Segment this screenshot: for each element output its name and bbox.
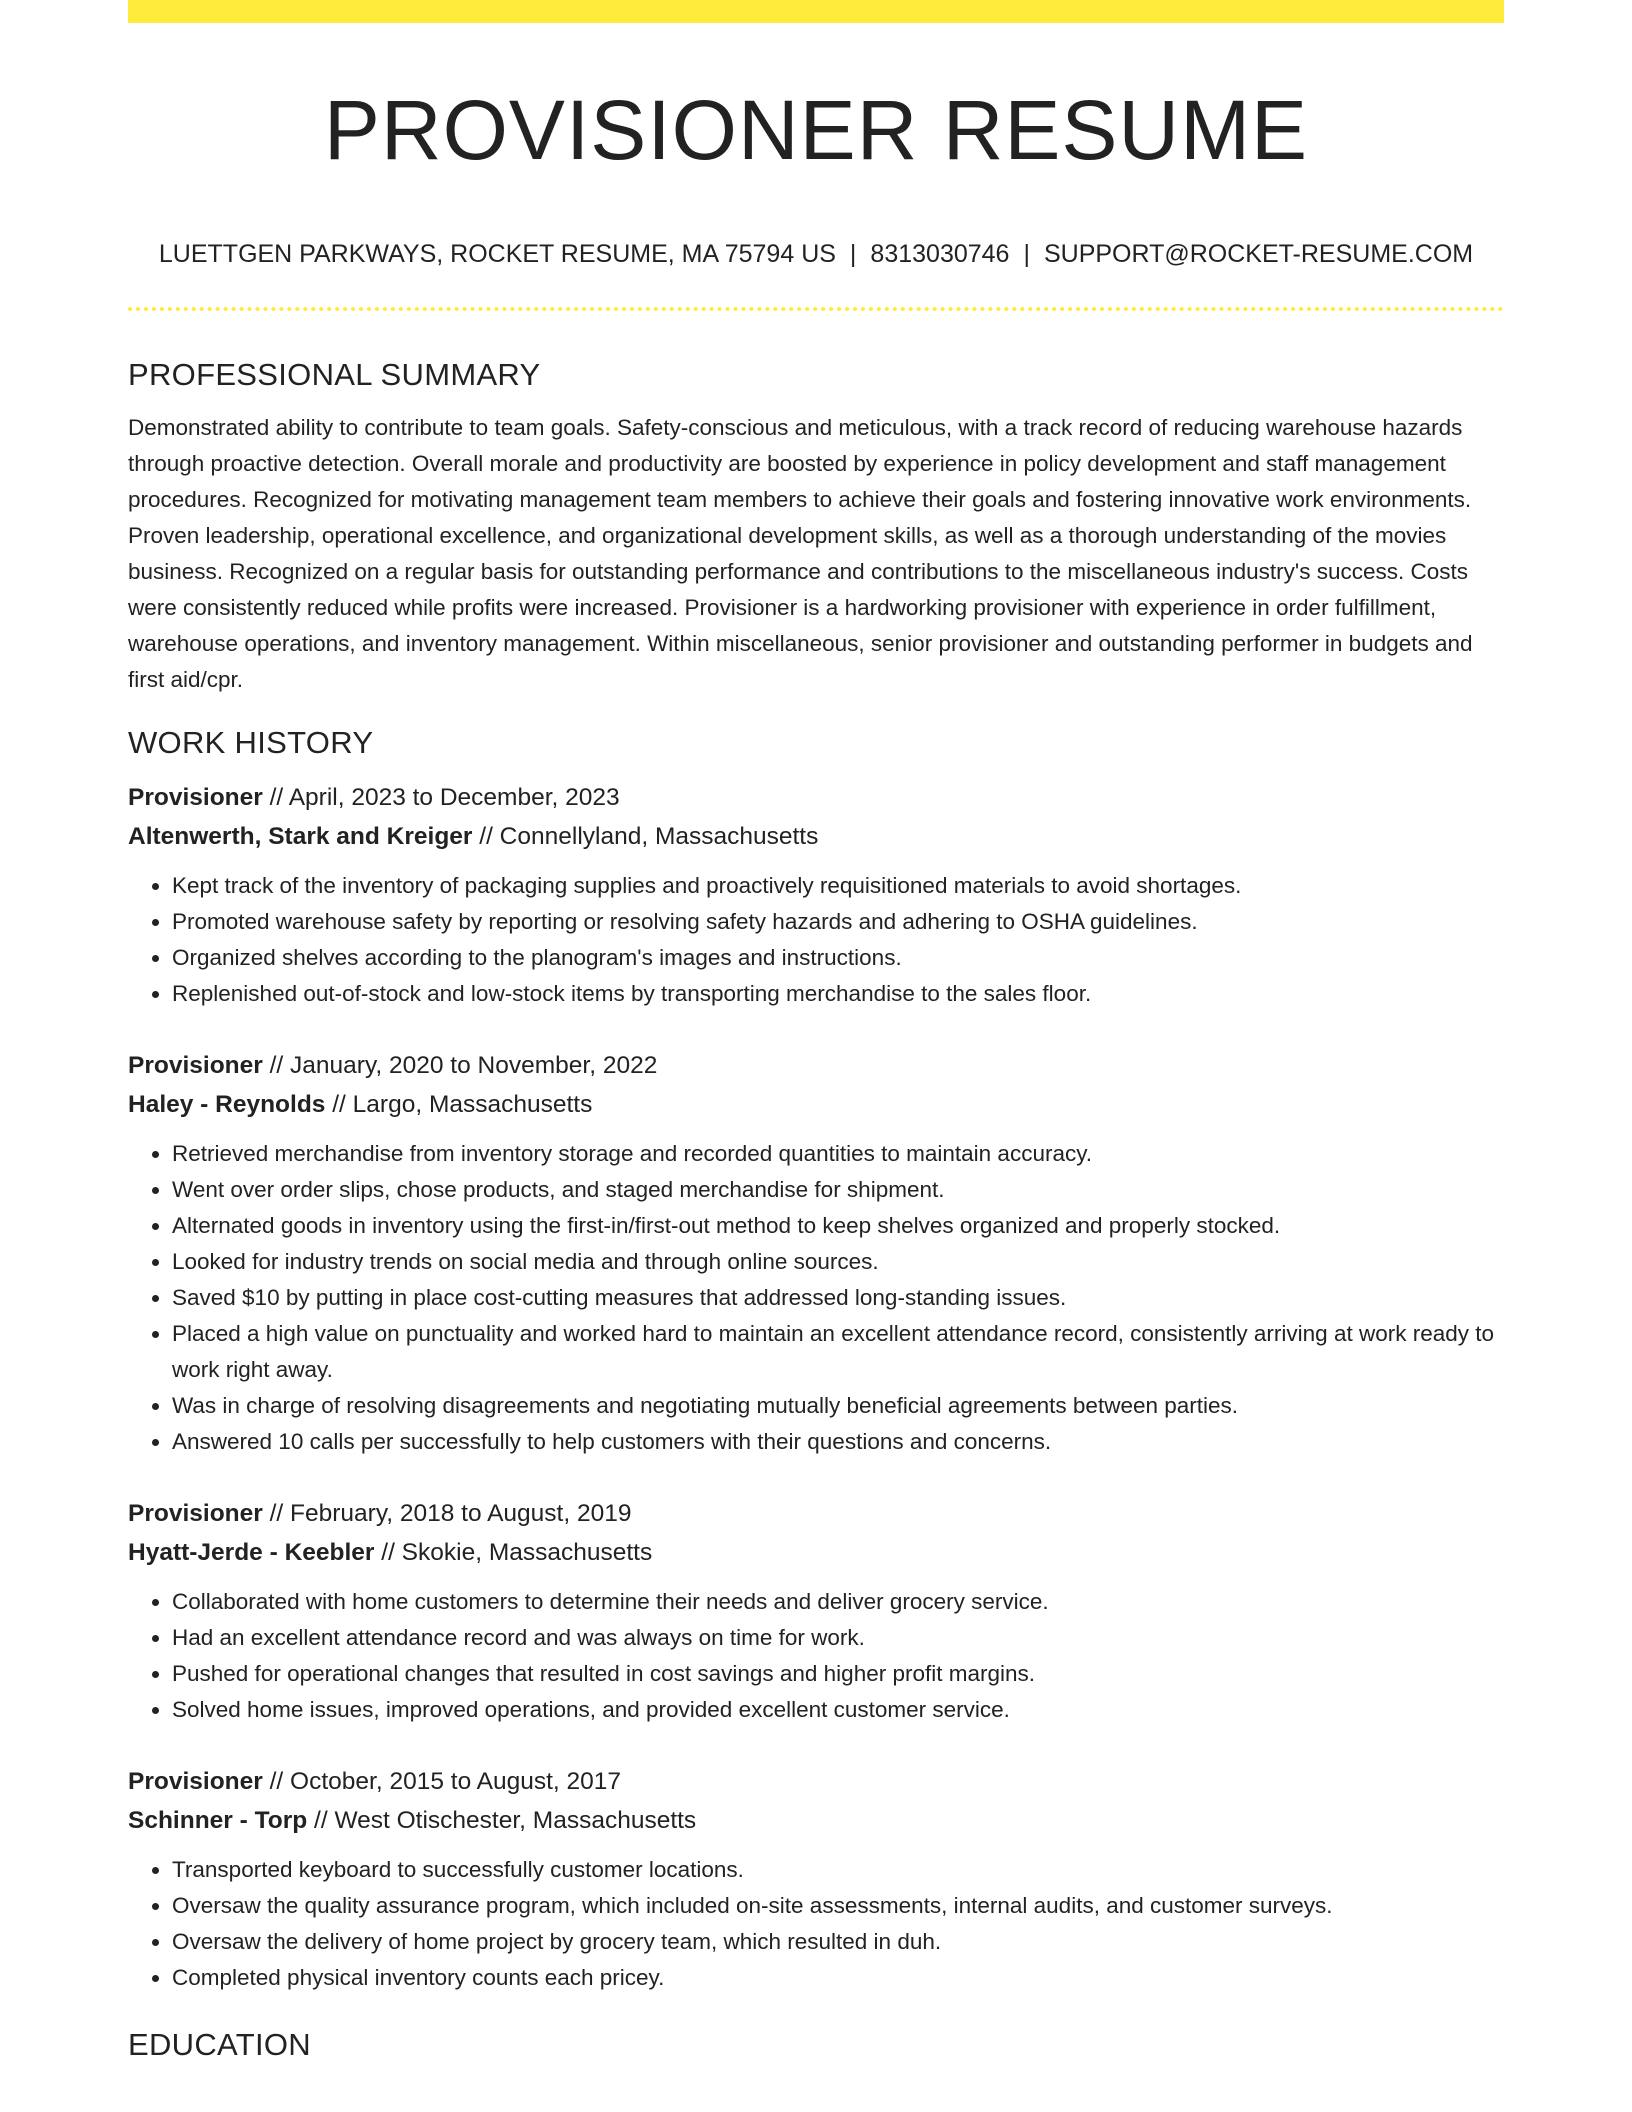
list-item: • Solved home issues, improved operations, and provided excellent customer service. (172, 1692, 1504, 1728)
job-title-line (128, 1046, 1504, 1085)
job-company-line (128, 1085, 1504, 1124)
job-bullets (128, 1584, 1504, 1728)
accent-top-bar (128, 0, 1504, 23)
job-dates: // April, 2023 to December, 2023 (262, 784, 620, 811)
dotted-divider (128, 307, 1504, 311)
job-title: Provisioner (128, 784, 263, 811)
job-entry (128, 778, 1504, 1012)
job-title-line (128, 1762, 1504, 1801)
section-heading: EDUCATION (128, 2027, 311, 2062)
job-entry (128, 1046, 1504, 1460)
list-item: • Replenished out-of-stock and low-stock items by transporting merchandise to the sales floor. (172, 976, 1504, 1012)
job-entry (128, 1494, 1504, 1728)
job-title: Provisioner (128, 1052, 263, 1079)
work-history-section (128, 722, 1504, 1996)
job-company: Altenwerth, Stark and Kreiger (128, 823, 473, 850)
page-title: PROVISIONER RESUME (323, 83, 1309, 177)
contact-address: LUETTGEN PARKWAYS, ROCKET RESUME, MA 75794 US (158, 240, 836, 268)
list-item: • Oversaw the delivery of home project by grocery team, which resulted in duh. (172, 1924, 1504, 1960)
professional-summary-section (128, 354, 1504, 698)
job-title-line (128, 778, 1504, 817)
list-item: • Organized shelves according to the planogram's images and instructions. (172, 940, 1504, 976)
list-item: • Completed physical inventory counts each pricey. (172, 1960, 1504, 1996)
job-bullets (128, 868, 1504, 1012)
list-item: • Transported keyboard to successfully customer locations. (172, 1852, 1504, 1888)
list-item: • Promoted warehouse safety by reporting or resolving safety hazards and adhering to OSHA guidelines. (172, 904, 1504, 940)
list-item: • Saved $10 by putting in place cost-cutting measures that addressed long-standing issues. (172, 1280, 1504, 1316)
section-heading: WORK HISTORY (128, 725, 374, 760)
resume-body (128, 354, 1504, 2066)
job-dates: // February, 2018 to August, 2019 (262, 1500, 632, 1527)
job-dates: // October, 2015 to August, 2017 (262, 1768, 622, 1795)
job-company: Schinner - Torp (128, 1807, 308, 1834)
job-location: // Largo, Massachusetts (325, 1091, 593, 1118)
list-item: • Looked for industry trends on social media and through online sources. (172, 1244, 1504, 1280)
list-item: • Alternated goods in inventory using the first-in/first-out method to keep shelves organized and properly stocked. (172, 1208, 1504, 1244)
job-location: // West Otischester, Massachusetts (307, 1807, 697, 1834)
list-item: • Placed a high value on punctuality and worked hard to maintain an excellent attendance record, consistently arriving at work ready to work right away. (172, 1316, 1504, 1388)
list-item: • Oversaw the quality assurance program, which included on-site assessments, internal audits, and customer surveys. (172, 1888, 1504, 1924)
job-title: Provisioner (128, 1500, 263, 1527)
list-item: • Was in charge of resolving disagreements and negotiating mutually beneficial agreements between parties. (172, 1388, 1504, 1424)
job-company: Haley - Reynolds (128, 1091, 326, 1118)
list-item: • Pushed for operational changes that resulted in cost savings and higher profit margins. (172, 1656, 1504, 1692)
contact-phone: 8313030746 (870, 240, 1010, 268)
job-bullets (128, 1136, 1504, 1460)
list-item: • Went over order slips, chose products, and staged merchandise for shipment. (172, 1172, 1504, 1208)
section-heading: PROFESSIONAL SUMMARY (128, 357, 541, 392)
job-dates: // January, 2020 to November, 2022 (262, 1052, 658, 1079)
job-title: Provisioner (128, 1768, 263, 1795)
job-location: // Connellyland, Massachusetts (472, 823, 819, 850)
contact-separator: | (849, 240, 857, 268)
job-location: // Skokie, Massachusetts (374, 1539, 653, 1566)
job-title-line (128, 1494, 1504, 1533)
summary-paragraph: Demonstrated ability to contribute to team goals. Safety-conscious and meticulous, with a track record of reducing warehouse hazards through proactive detection. Overall morale and productivity are boosted by experience in policy development and staff management procedures. Recognized for motivating management team members to achieve their goals and fostering innovative work environments. Proven leadership, operational excellence, and organizational development skills, as well as a thorough understanding of the movies business. Recognized on a regular basis for outstanding performance and contributions to the miscellaneous industry's success. Costs were consistently reduced while profits were increased. Provisioner is a hardworking provisioner with experience in order fulfillment, warehouse operations, and inventory management. Within miscellaneous, senior provisioner and outstanding performer in budgets and first aid/cpr. (128, 415, 1473, 692)
job-bullets (128, 1852, 1504, 1996)
contact-line (128, 236, 1504, 272)
job-company-line (128, 1533, 1504, 1572)
list-item: • Collaborated with home customers to determine their needs and deliver grocery service. (172, 1584, 1504, 1620)
job-company-line (128, 817, 1504, 856)
list-item: • Had an excellent attendance record and was always on time for work. (172, 1620, 1504, 1656)
job-company: Hyatt-Jerde - Keebler (128, 1539, 375, 1566)
list-item: • Kept track of the inventory of packaging supplies and proactively requisitioned materials to avoid shortages. (172, 868, 1504, 904)
job-company-line (128, 1801, 1504, 1840)
job-entry (128, 1762, 1504, 1996)
education-section (128, 2024, 1504, 2066)
list-item: • Retrieved merchandise from inventory storage and recorded quantities to maintain accuracy. (172, 1136, 1504, 1172)
contact-email: SUPPORT@ROCKET-RESUME.COM (1043, 240, 1474, 268)
contact-separator: | (1023, 240, 1030, 268)
list-item: • Answered 10 calls per successfully to help customers with their questions and concerns. (172, 1424, 1504, 1460)
